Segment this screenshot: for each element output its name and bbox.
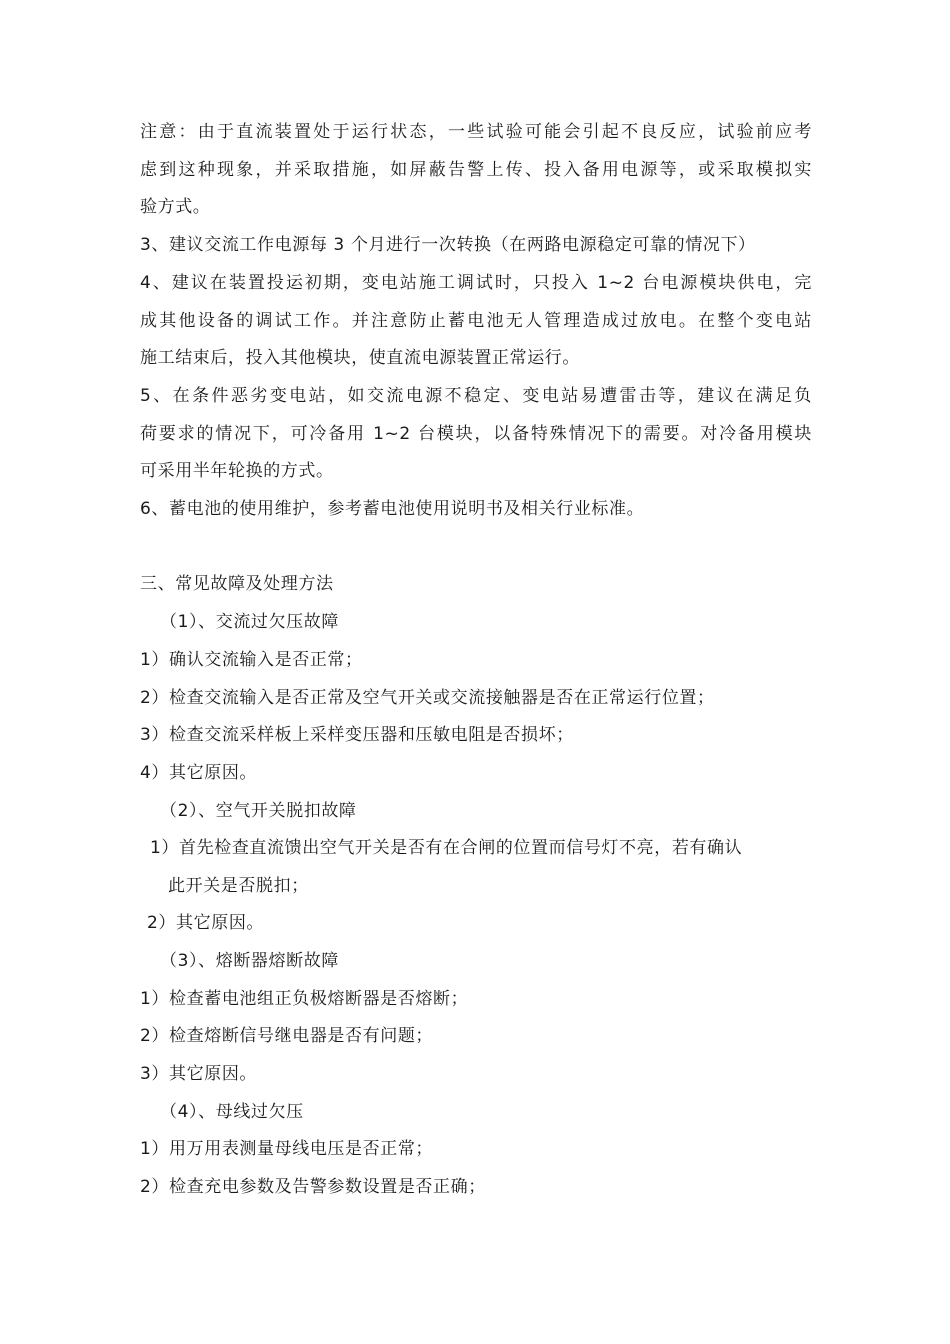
fault-4-step-2: 2）检查充电参数及告警参数设置是否正确； (140, 1177, 486, 1197)
item-3-line-1: 3、建议交流工作电源每 3 个月进行一次转换（在两路电源稳定可靠的情况下） (140, 235, 756, 255)
fault-4-heading: （4）、母线过欠压 (160, 1102, 304, 1122)
item-5-line-3: 可采用半年轮换的方式。 (140, 461, 334, 481)
fault-2-step-2: 2）其它原因。 (147, 913, 265, 933)
item-5-line-2: 荷要求的情况下，可冷备用 1~2 台模块，以备特殊情况下的需要。对冷备用模块 (140, 424, 812, 444)
item-5-line-1: 5、在条件恶劣变电站，如交流电源不稳定、变电站易遭雷击等，建议在满足负 (140, 386, 812, 406)
fault-1-step-1: 1）确认交流输入是否正常； (140, 650, 363, 670)
fault-1-step-2: 2）检查交流输入是否正常及空气开关或交流接触器是否在正常运行位置； (140, 688, 715, 708)
fault-1-step-4: 4）其它原因。 (140, 763, 258, 783)
fault-3-step-2: 2）检查熔断信号继电器是否有问题； (140, 1026, 434, 1046)
fault-2-heading: （2）、空气开关脱扣故障 (160, 801, 357, 821)
fault-3-step-1: 1）检查蓄电池组正负极熔断器是否熔断； (140, 989, 469, 1009)
fault-1-step-3: 3）检查交流采样板上采样变压器和压敏电阻是否损坏； (140, 725, 574, 745)
note-line-3: 验方式。 (140, 197, 211, 217)
fault-3-step-3: 3）其它原因。 (140, 1064, 258, 1084)
fault-4-step-1: 1）用万用表测量母线电压是否正常； (140, 1139, 434, 1159)
fault-3-heading: （3）、熔断器熔断故障 (160, 951, 339, 971)
item-4-line-1: 4、建议在装置投运初期，变电站施工调试时，只投入 1~2 台电源模块供电，完 (140, 273, 812, 293)
note-line-1: 注意：由于直流装置处于运行状态，一些试验可能会引起不良反应，试验前应考 (140, 122, 812, 142)
fault-1-heading: （1）、交流过欠压故障 (160, 612, 339, 632)
item-4-line-2: 成其他设备的调试工作。并注意防止蓄电池无人管理造成过放电。在整个变电站 (140, 311, 812, 331)
fault-2-step-1-line-2: 此开关是否脱扣； (168, 876, 309, 896)
section-3-title: 三、常见故障及处理方法 (140, 574, 334, 594)
note-line-2: 虑到这种现象，并采取措施，如屏蔽告警上传、投入备用电源等，或采取模拟实 (140, 160, 812, 180)
item-6-line-1: 6、蓄电池的使用维护，参考蓄电池使用说明书及相关行业标准。 (140, 499, 645, 519)
item-4-line-3: 施工结束后，投入其他模块，使直流电源装置正常运行。 (140, 348, 580, 368)
fault-2-step-1-line-1: 1）首先检查直流馈出空气开关是否有在合闸的位置而信号灯不亮，若有确认 (150, 838, 743, 858)
